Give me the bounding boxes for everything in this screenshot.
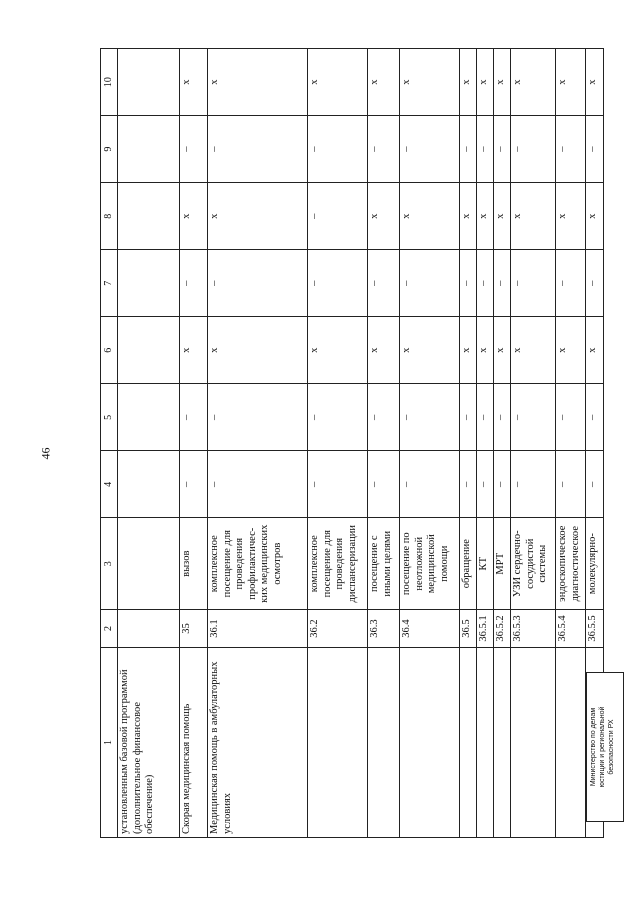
cell-code: 36.2 <box>308 610 368 648</box>
cell-value: х <box>586 183 604 250</box>
cell-value: – <box>180 451 208 518</box>
cell-unit: молекулярно- <box>586 518 604 610</box>
cell-unit <box>118 518 180 610</box>
cell-value: – <box>308 451 368 518</box>
table-row <box>511 49 556 838</box>
cell-code: 35 <box>180 610 208 648</box>
cell-label <box>368 648 400 838</box>
cell-value <box>118 384 180 451</box>
cell-value: – <box>586 451 604 518</box>
cell-value: – <box>208 384 308 451</box>
table-row <box>118 49 180 838</box>
table-row <box>180 49 208 838</box>
cell-value: х <box>556 317 586 384</box>
cell-value: х <box>494 49 511 116</box>
cell-value: – <box>494 451 511 518</box>
cell-unit: обращение <box>460 518 477 610</box>
cell-value: – <box>477 451 494 518</box>
cell-value: – <box>477 116 494 183</box>
cell-value: х <box>511 183 556 250</box>
cell-unit: эндоскопическое диагностическое <box>556 518 586 610</box>
cell-value: х <box>208 317 308 384</box>
ministry-stamp <box>586 672 624 822</box>
cell-value: – <box>368 116 400 183</box>
cell-value: – <box>511 250 556 317</box>
cell-value: х <box>308 317 368 384</box>
cell-value: х <box>477 49 494 116</box>
cell-value <box>118 451 180 518</box>
cell-label <box>308 648 368 838</box>
cell-value: – <box>400 451 460 518</box>
cell-value: – <box>586 116 604 183</box>
cell-value: х <box>308 49 368 116</box>
cell-value: – <box>477 250 494 317</box>
cell-value: – <box>556 116 586 183</box>
cell-value: – <box>368 250 400 317</box>
cell-value: х <box>556 49 586 116</box>
col-header-8: 8 <box>101 183 118 250</box>
cell-value: – <box>494 116 511 183</box>
cell-code <box>118 610 180 648</box>
cell-value: – <box>477 384 494 451</box>
cell-value: – <box>180 384 208 451</box>
cell-code: 36.3 <box>368 610 400 648</box>
cell-value: х <box>180 49 208 116</box>
cell-value: х <box>494 183 511 250</box>
col-header-3: 3 <box>101 518 118 610</box>
cell-code: 36.5.2 <box>494 610 511 648</box>
cell-value: – <box>208 116 308 183</box>
cell-value: х <box>180 183 208 250</box>
cell-value: – <box>556 451 586 518</box>
cell-value: х <box>180 317 208 384</box>
cell-code: 36.5.5 <box>586 610 604 648</box>
table-row <box>477 49 494 838</box>
cell-value: – <box>460 451 477 518</box>
cell-label <box>477 648 494 838</box>
cell-code: 36.5.3 <box>511 610 556 648</box>
cell-value: – <box>208 250 308 317</box>
cell-label <box>511 648 556 838</box>
table-row <box>400 49 460 838</box>
cell-value: – <box>556 250 586 317</box>
cell-unit: посещение по неотложной медицинской помощи <box>400 518 460 610</box>
table-row <box>494 49 511 838</box>
cell-value: – <box>494 250 511 317</box>
cell-value <box>118 250 180 317</box>
cell-value: х <box>511 49 556 116</box>
cell-label: установленным базовой программой (дополнительное финансовое обеспечение) <box>118 648 180 838</box>
cell-value: х <box>460 49 477 116</box>
cell-value: – <box>308 183 368 250</box>
cell-code: 36.5 <box>460 610 477 648</box>
table-row <box>208 49 308 838</box>
cell-value: х <box>586 317 604 384</box>
table-row <box>556 49 586 838</box>
cell-code: 36.4 <box>400 610 460 648</box>
cell-value: х <box>511 317 556 384</box>
cell-unit: посещение с иными целями <box>368 518 400 610</box>
cell-value: – <box>400 250 460 317</box>
table-row <box>460 49 477 838</box>
cell-value <box>118 183 180 250</box>
cell-value: х <box>460 183 477 250</box>
cell-unit: МРТ <box>494 518 511 610</box>
cell-value <box>118 317 180 384</box>
col-header-5: 5 <box>101 384 118 451</box>
cell-value: – <box>556 384 586 451</box>
cell-value: – <box>308 250 368 317</box>
stamp-line-2: юстиции и региональной <box>598 706 606 788</box>
cell-value: х <box>494 317 511 384</box>
cell-code: 36.1 <box>208 610 308 648</box>
cell-value: – <box>308 116 368 183</box>
cell-value: х <box>586 49 604 116</box>
col-header-6: 6 <box>101 317 118 384</box>
cell-label <box>460 648 477 838</box>
cell-value: х <box>400 49 460 116</box>
cell-code: 36.5.4 <box>556 610 586 648</box>
cell-label <box>400 648 460 838</box>
col-header-7: 7 <box>101 250 118 317</box>
cell-value: – <box>180 116 208 183</box>
cell-value: х <box>400 317 460 384</box>
cell-value: – <box>460 384 477 451</box>
table-row <box>368 49 400 838</box>
cell-value: – <box>368 384 400 451</box>
cell-unit: КТ <box>477 518 494 610</box>
budget-table <box>100 48 604 838</box>
stamp-line-1: Министерство по делам <box>590 707 597 787</box>
cell-value: – <box>368 451 400 518</box>
page-number: 46 <box>38 447 53 460</box>
cell-value: х <box>368 183 400 250</box>
cell-label: Скорая медицинская помощь <box>180 648 208 838</box>
cell-unit: комплексное посещение для проведения диспансеризации <box>308 518 368 610</box>
cell-value: – <box>586 250 604 317</box>
cell-value: – <box>511 451 556 518</box>
cell-value: – <box>400 116 460 183</box>
cell-value: – <box>400 384 460 451</box>
cell-value: – <box>308 384 368 451</box>
cell-unit: УЗИ сердечно-сосудистой системы <box>511 518 556 610</box>
cell-value: х <box>460 317 477 384</box>
cell-unit: комплексное посещение для проведения профилактичес-ких медицинских осмотров <box>208 518 308 610</box>
col-header-9: 9 <box>101 116 118 183</box>
cell-value: х <box>208 183 308 250</box>
col-header-10: 10 <box>101 49 118 116</box>
cell-value: х <box>477 317 494 384</box>
stamp-line-3: безопасности РХ <box>607 719 615 775</box>
cell-label <box>494 648 511 838</box>
cell-value: х <box>368 49 400 116</box>
cell-value: х <box>368 317 400 384</box>
cell-value <box>118 49 180 116</box>
cell-value: – <box>460 250 477 317</box>
cell-value: – <box>586 384 604 451</box>
cell-value: – <box>208 451 308 518</box>
col-header-4: 4 <box>101 451 118 518</box>
cell-value: х <box>208 49 308 116</box>
table-row <box>308 49 368 838</box>
cell-value: – <box>511 384 556 451</box>
cell-label: Медицинская помощь в амбулаторных условиях <box>208 648 308 838</box>
header-row <box>101 49 118 838</box>
cell-value: х <box>556 183 586 250</box>
cell-value: – <box>511 116 556 183</box>
cell-value: х <box>400 183 460 250</box>
cell-value: х <box>477 183 494 250</box>
cell-value: – <box>180 250 208 317</box>
cell-label <box>556 648 586 838</box>
col-header-1: 1 <box>101 648 118 838</box>
cell-value: – <box>460 116 477 183</box>
cell-value <box>118 116 180 183</box>
cell-code: 36.5.1 <box>477 610 494 648</box>
cell-value: – <box>494 384 511 451</box>
col-header-2: 2 <box>101 610 118 648</box>
cell-unit: вызов <box>180 518 208 610</box>
